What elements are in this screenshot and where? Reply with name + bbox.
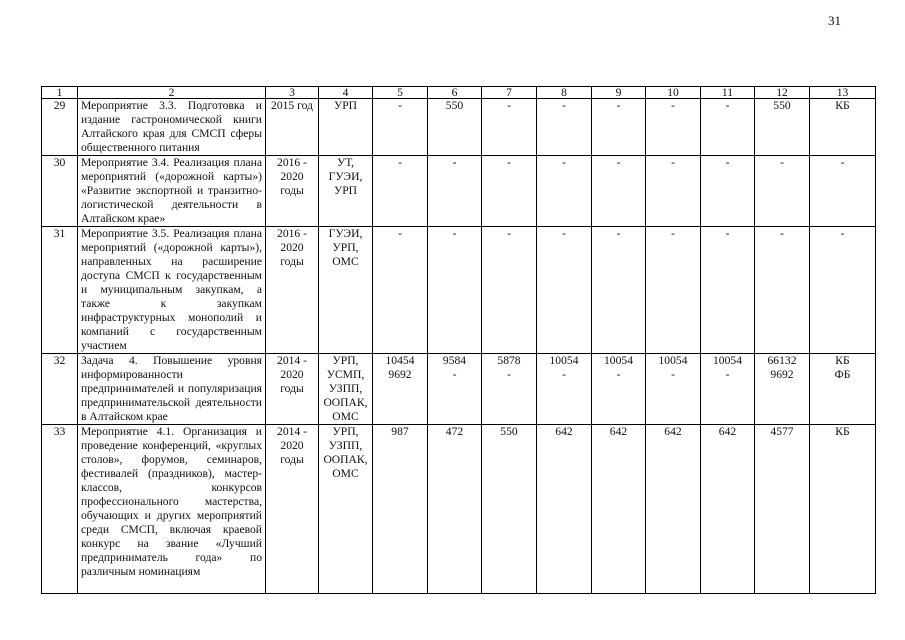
funding-source: КБ	[810, 99, 876, 156]
value-kb: 10054	[604, 354, 633, 367]
total-cell: -	[755, 156, 810, 227]
value-kb: 10454	[385, 354, 415, 367]
value-cell: -	[428, 227, 482, 354]
value-cell: -	[373, 156, 428, 227]
total-fb: 9692	[770, 368, 794, 381]
activity-description: Мероприятие 3.4. Реализация плана мероприятий («дорожной карты») «Развитие экспортной и транзитно-логистической деятельности в Алтайском крае»	[78, 156, 266, 227]
executors: УТ, ГУЭИ, УРП	[319, 156, 373, 227]
value-cell	[428, 354, 482, 425]
value-cell: -	[646, 99, 701, 156]
table-row	[42, 227, 876, 354]
value-fb: -	[725, 368, 730, 381]
value-kb: 10054	[658, 354, 688, 367]
value-cell	[482, 354, 537, 425]
column-header: 9	[592, 87, 646, 99]
period: 2014 - 2020 годы	[266, 425, 319, 594]
column-header: 3	[266, 87, 319, 99]
activity-description: Мероприятие 4.1. Организация и проведение конференций, «круглых столов», форумов, семинаров, фестивалей (праздников), мастер-классов, конкурсов профессионального мастерства, обучающих и других мероприятий среди СМСП, включая краевой конкурс на звание «Лучший предприниматель года» по различным номинациям	[78, 425, 266, 594]
period: 2016 - 2020 годы	[266, 156, 319, 227]
value-cell: -	[428, 156, 482, 227]
value-cell: -	[701, 99, 755, 156]
value-fb: -	[562, 368, 566, 381]
value-kb: 10054	[713, 354, 742, 367]
value-cell	[646, 354, 701, 425]
source-kb: КБ	[835, 354, 850, 367]
executors: ГУЭИ, УРП, ОМС	[319, 227, 373, 354]
executors: УРП, УЗПП, ООПАК, ОМС	[319, 425, 373, 594]
value-cell: -	[592, 156, 646, 227]
period: 2016 - 2020 годы	[266, 227, 319, 354]
column-header: 12	[755, 87, 810, 99]
value-fb: -	[616, 368, 621, 381]
table-row	[42, 99, 876, 156]
column-header: 11	[701, 87, 755, 99]
funding-source	[810, 354, 876, 425]
column-header: 2	[78, 87, 266, 99]
value-fb: -	[671, 368, 675, 381]
value-cell: -	[592, 99, 646, 156]
value-cell: 642	[701, 425, 755, 594]
row-number: 32	[42, 354, 78, 425]
total-cell: -	[755, 227, 810, 354]
budget-table	[41, 86, 876, 594]
value-cell: -	[482, 156, 537, 227]
total-cell: 550	[755, 99, 810, 156]
column-header: 13	[810, 87, 876, 99]
column-header: 7	[482, 87, 537, 99]
row-number: 33	[42, 425, 78, 594]
value-fb: -	[452, 368, 457, 381]
value-cell	[373, 354, 428, 425]
value-cell: 642	[646, 425, 701, 594]
value-cell: -	[373, 99, 428, 156]
row-number: 29	[42, 99, 78, 156]
table-row	[42, 354, 876, 425]
value-cell: -	[537, 99, 592, 156]
value-cell: -	[701, 227, 755, 354]
funding-source: -	[810, 227, 876, 354]
executors: УРП, УСМП, УЗПП, ООПАК, ОМС	[319, 354, 373, 425]
table-header-row	[42, 87, 876, 99]
value-cell: 642	[592, 425, 646, 594]
source-fb: ФБ	[834, 368, 851, 381]
column-header: 6	[428, 87, 482, 99]
value-cell: -	[537, 156, 592, 227]
value-cell: 472	[428, 425, 482, 594]
value-cell	[592, 354, 646, 425]
value-cell	[701, 354, 755, 425]
activity-description: Мероприятие 3.5. Реализация плана мероприятий («дорожной карты»), направленных на расширение доступа СМСП к государственным и муниципальным закупкам, а также к закупкам инфраструктурных монополий и компаний с государственным участием	[78, 227, 266, 354]
value-cell: -	[646, 227, 701, 354]
column-header: 5	[373, 87, 428, 99]
table-row	[42, 156, 876, 227]
value-cell: -	[701, 156, 755, 227]
column-header: 1	[42, 87, 78, 99]
task-description: Задача 4. Повышение уровня информированности предпринимателей и популяризация предпринимательской деятельности в Алтайском крае	[78, 354, 266, 425]
executors: УРП	[319, 99, 373, 156]
row-number: 30	[42, 156, 78, 227]
row-number: 31	[42, 227, 78, 354]
column-header: 10	[646, 87, 701, 99]
value-fb: 9692	[388, 368, 412, 381]
value-kb: 10054	[549, 354, 579, 367]
value-cell: 550	[428, 99, 482, 156]
value-cell	[537, 354, 592, 425]
value-cell: -	[482, 99, 537, 156]
funding-source: КБ	[810, 425, 876, 594]
value-cell: -	[373, 227, 428, 354]
period: 2014 - 2020 годы	[266, 354, 319, 425]
page-number: 31	[828, 13, 841, 28]
table-row	[42, 425, 876, 594]
value-fb: -	[507, 368, 511, 381]
value-cell: -	[592, 227, 646, 354]
total-cell: 4577	[755, 425, 810, 594]
activity-description: Мероприятие 3.3. Подготовка и издание гастрономической книги Алтайского края для СМСП сферы общественного питания	[78, 99, 266, 156]
value-cell: 550	[482, 425, 537, 594]
total-cell	[755, 354, 810, 425]
column-header: 4	[319, 87, 373, 99]
value-cell: -	[646, 156, 701, 227]
funding-source: -	[810, 156, 876, 227]
value-cell: -	[537, 227, 592, 354]
total-kb: 66132	[767, 354, 797, 367]
value-cell: 987	[373, 425, 428, 594]
value-cell: -	[482, 227, 537, 354]
value-cell: 642	[537, 425, 592, 594]
column-header: 8	[537, 87, 592, 99]
value-kb: 9584	[442, 354, 467, 367]
period: 2015 год	[266, 99, 319, 156]
value-kb: 5878	[497, 354, 521, 367]
